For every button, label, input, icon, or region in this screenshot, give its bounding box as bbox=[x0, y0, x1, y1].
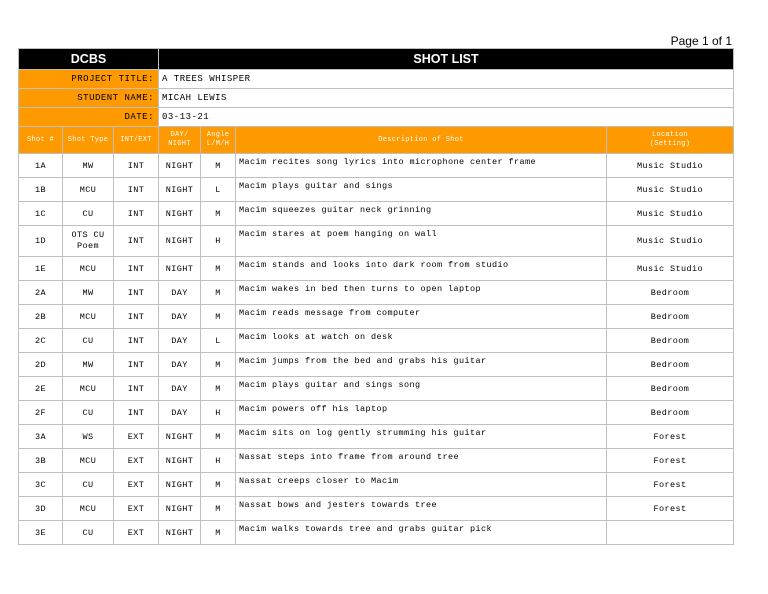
shot-type: CU bbox=[63, 473, 114, 497]
shot-location: Music Studio bbox=[607, 226, 734, 257]
col-daynight-line1: DAY/ bbox=[170, 131, 189, 139]
shot-location: Bedroom bbox=[607, 281, 734, 305]
shot-description: Macim squeezes guitar neck grinning bbox=[236, 202, 607, 226]
shot-type: MCU bbox=[63, 377, 114, 401]
day-night: DAY bbox=[159, 305, 201, 329]
camera-angle: M bbox=[201, 377, 236, 401]
int-ext: INT bbox=[114, 353, 159, 377]
camera-angle: M bbox=[201, 281, 236, 305]
camera-angle: L bbox=[201, 178, 236, 202]
table-row bbox=[19, 281, 734, 305]
day-night: DAY bbox=[159, 353, 201, 377]
int-ext: INT bbox=[114, 257, 159, 281]
shot-location: Bedroom bbox=[607, 305, 734, 329]
int-ext: INT bbox=[114, 202, 159, 226]
shot-location: Forest bbox=[607, 497, 734, 521]
shot-number: 3E bbox=[19, 521, 63, 545]
shot-description: Nassat creeps closer to Macim bbox=[236, 473, 607, 497]
shot-description: Macim stands and looks into dark room from studio bbox=[236, 257, 607, 281]
shot-description: Macim looks at watch on desk bbox=[236, 329, 607, 353]
page-number: Page 1 of 1 bbox=[670, 34, 732, 48]
camera-angle: H bbox=[201, 226, 236, 257]
int-ext: EXT bbox=[114, 473, 159, 497]
int-ext: INT bbox=[114, 377, 159, 401]
shot-type: MW bbox=[63, 281, 114, 305]
int-ext: INT bbox=[114, 401, 159, 425]
day-night: DAY bbox=[159, 281, 201, 305]
shot-number: 2C bbox=[19, 329, 63, 353]
shot-number: 1C bbox=[19, 202, 63, 226]
shot-number: 1A bbox=[19, 154, 63, 178]
shot-description: Macim walks towards tree and grabs guitar pick bbox=[236, 521, 607, 545]
shot-type: MCU bbox=[63, 178, 114, 202]
col-desc-header: Description of Shot bbox=[236, 127, 607, 154]
shot-number: 2D bbox=[19, 353, 63, 377]
shot-number: 2A bbox=[19, 281, 63, 305]
shot-description: Macim stares at poem hanging on wall bbox=[236, 226, 607, 257]
day-night: NIGHT bbox=[159, 154, 201, 178]
col-intext-header: INT/EXT bbox=[114, 127, 159, 154]
shot-type: MCU bbox=[63, 449, 114, 473]
shot-type: CU bbox=[63, 521, 114, 545]
date-row bbox=[19, 108, 734, 127]
shot-description: Nassat bows and jesters towards tree bbox=[236, 497, 607, 521]
shot-location: Bedroom bbox=[607, 353, 734, 377]
org-name: DCBS bbox=[19, 49, 159, 70]
col-daynight-header bbox=[159, 127, 201, 154]
camera-angle: M bbox=[201, 154, 236, 178]
day-night: NIGHT bbox=[159, 425, 201, 449]
shot-description: Macim recites song lyrics into microphone center frame bbox=[236, 154, 607, 178]
table-row bbox=[19, 202, 734, 226]
day-night: DAY bbox=[159, 329, 201, 353]
shot-location: Music Studio bbox=[607, 178, 734, 202]
shot-description: Macim reads message from computer bbox=[236, 305, 607, 329]
shot-description: Nassat steps into frame from around tree bbox=[236, 449, 607, 473]
shot-location: Forest bbox=[607, 449, 734, 473]
table-row bbox=[19, 226, 734, 257]
shot-type: WS bbox=[63, 425, 114, 449]
shot-type: MCU bbox=[63, 305, 114, 329]
shot-number: 1B bbox=[19, 178, 63, 202]
shot-location: Bedroom bbox=[607, 329, 734, 353]
shot-description: Macim powers off his laptop bbox=[236, 401, 607, 425]
col-angle-line2: L/M/H bbox=[206, 140, 230, 148]
shot-number: 3C bbox=[19, 473, 63, 497]
int-ext: EXT bbox=[114, 449, 159, 473]
shot-type: CU bbox=[63, 329, 114, 353]
shot-type: MCU bbox=[63, 497, 114, 521]
day-night: NIGHT bbox=[159, 521, 201, 545]
shot-number: 2B bbox=[19, 305, 63, 329]
project-label: PROJECT TITLE: bbox=[19, 70, 159, 89]
col-location-line1: Location bbox=[652, 131, 689, 139]
table-row bbox=[19, 449, 734, 473]
camera-angle: M bbox=[201, 353, 236, 377]
camera-angle: M bbox=[201, 497, 236, 521]
shot-location: Music Studio bbox=[607, 202, 734, 226]
shot-number: 3B bbox=[19, 449, 63, 473]
student-value: MICAH LEWIS bbox=[159, 89, 734, 108]
shot-description: Macim sits on log gently strumming his guitar bbox=[236, 425, 607, 449]
day-night: DAY bbox=[159, 401, 201, 425]
shot-type: MCU bbox=[63, 257, 114, 281]
col-shot-header: Shot # bbox=[19, 127, 63, 154]
day-night: NIGHT bbox=[159, 497, 201, 521]
table-row bbox=[19, 353, 734, 377]
camera-angle: H bbox=[201, 401, 236, 425]
project-value: A TREES WHISPER bbox=[159, 70, 734, 89]
day-night: NIGHT bbox=[159, 473, 201, 497]
shot-type: OTS CU Poem bbox=[63, 226, 114, 257]
project-row bbox=[19, 70, 734, 89]
shot-number: 2F bbox=[19, 401, 63, 425]
shot-type: CU bbox=[63, 202, 114, 226]
shot-type: CU bbox=[63, 401, 114, 425]
camera-angle: M bbox=[201, 257, 236, 281]
shot-location bbox=[607, 521, 734, 545]
camera-angle: H bbox=[201, 449, 236, 473]
shot-location: Music Studio bbox=[607, 257, 734, 281]
shot-number: 2E bbox=[19, 377, 63, 401]
camera-angle: M bbox=[201, 521, 236, 545]
shot-list-table bbox=[18, 48, 734, 545]
shot-number: 1D bbox=[19, 226, 63, 257]
int-ext: INT bbox=[114, 226, 159, 257]
int-ext: INT bbox=[114, 281, 159, 305]
camera-angle: M bbox=[201, 425, 236, 449]
int-ext: INT bbox=[114, 178, 159, 202]
col-location-header bbox=[607, 127, 734, 154]
table-row bbox=[19, 305, 734, 329]
table-row bbox=[19, 425, 734, 449]
day-night: NIGHT bbox=[159, 226, 201, 257]
int-ext: INT bbox=[114, 329, 159, 353]
shot-type: MW bbox=[63, 353, 114, 377]
day-night: NIGHT bbox=[159, 178, 201, 202]
shot-description: Macim plays guitar and sings bbox=[236, 178, 607, 202]
shot-number: 3D bbox=[19, 497, 63, 521]
day-night: NIGHT bbox=[159, 257, 201, 281]
shot-location: Forest bbox=[607, 473, 734, 497]
camera-angle: M bbox=[201, 305, 236, 329]
shot-number: 3A bbox=[19, 425, 63, 449]
table-row bbox=[19, 178, 734, 202]
table-row bbox=[19, 377, 734, 401]
camera-angle: L bbox=[201, 329, 236, 353]
shot-location: Music Studio bbox=[607, 154, 734, 178]
day-night: DAY bbox=[159, 377, 201, 401]
col-type-header: Shot Type bbox=[63, 127, 114, 154]
day-night: NIGHT bbox=[159, 449, 201, 473]
int-ext: EXT bbox=[114, 521, 159, 545]
day-night: NIGHT bbox=[159, 202, 201, 226]
col-angle-line1: Angle bbox=[206, 131, 230, 139]
camera-angle: M bbox=[201, 202, 236, 226]
title-bar bbox=[19, 49, 734, 70]
shot-description: Macim wakes in bed then turns to open laptop bbox=[236, 281, 607, 305]
table-row bbox=[19, 329, 734, 353]
int-ext: EXT bbox=[114, 425, 159, 449]
col-daynight-line2: NIGHT bbox=[168, 140, 191, 148]
date-value: 03-13-21 bbox=[159, 108, 734, 127]
shot-description: Macim plays guitar and sings song bbox=[236, 377, 607, 401]
shot-location: Bedroom bbox=[607, 377, 734, 401]
shot-location: Forest bbox=[607, 425, 734, 449]
table-row bbox=[19, 473, 734, 497]
table-row bbox=[19, 497, 734, 521]
table-row bbox=[19, 257, 734, 281]
shot-number: 1E bbox=[19, 257, 63, 281]
table-row bbox=[19, 521, 734, 545]
student-label: STUDENT NAME: bbox=[19, 89, 159, 108]
int-ext: EXT bbox=[114, 497, 159, 521]
int-ext: INT bbox=[114, 305, 159, 329]
int-ext: INT bbox=[114, 154, 159, 178]
sheet-title: SHOT LIST bbox=[159, 49, 734, 70]
date-label: DATE: bbox=[19, 108, 159, 127]
shot-location: Bedroom bbox=[607, 401, 734, 425]
table-row bbox=[19, 401, 734, 425]
table-row bbox=[19, 154, 734, 178]
camera-angle: M bbox=[201, 473, 236, 497]
shot-type: MW bbox=[63, 154, 114, 178]
col-angle-header bbox=[201, 127, 236, 154]
student-row bbox=[19, 89, 734, 108]
shot-description: Macim jumps from the bed and grabs his guitar bbox=[236, 353, 607, 377]
column-header-row bbox=[19, 127, 734, 154]
col-location-line2: (Setting) bbox=[649, 140, 691, 148]
